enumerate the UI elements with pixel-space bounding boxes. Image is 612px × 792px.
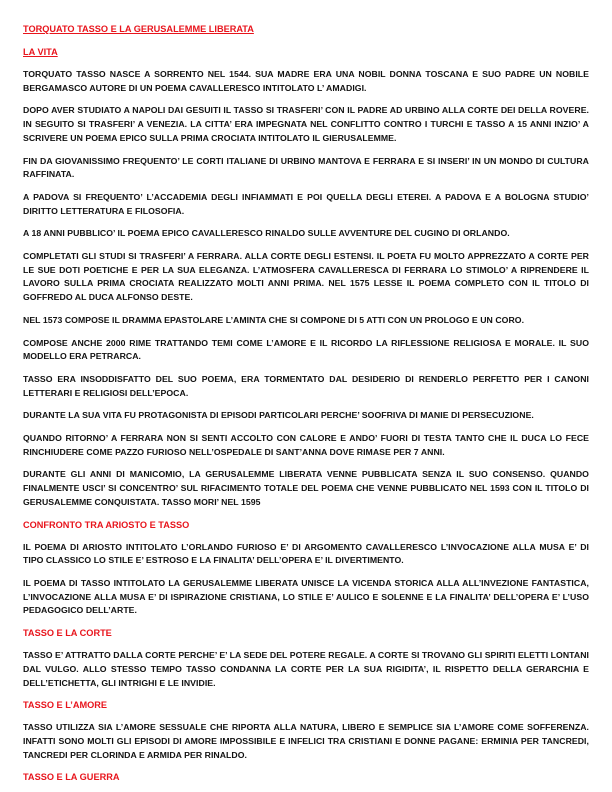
paragraph: IL POEMA DI TASSO INTITOLATO LA GERUSALEMME LIBERATA UNISCE LA VICENDA STORICA ALLA ALL’INVEZIONE FANTASTICA, L’INVOCAZIONE ALLA MUSA E’ DI ISPIRAZIONE CRISTIANA, LO STILE E’ AULICO E SOLENNE E LA FINALITA’ DELL’OPERA E’ L’USO PEDAGOGICO DELL’ARTE. [23,577,589,616]
section-la-vita [23,46,589,510]
section-heading: LA VITA [23,47,58,57]
paragraph: NEL 1573 COMPOSE IL DRAMMA EPASTOLARE L’AMINTA CHE SI COMPONE DI 5 ATTI CON UN PROLOGO E UN CORO. [23,314,525,325]
paragraph: COMPLETATI GLI STUDI SI TRASFERI’ A FERRARA. ALLA CORTE DEGLI ESTENSI. IL POETA FU MOLTO APPREZZATO A CORTE PER LE SUE DOTI POETICHE E PER LA SUA ELEGANZA. L’ATMOSFERA CAVALLERESCA DI FERRARA LO STIMOLO’ A RIPRENDERE IL LAVORO SULLA PRIMA CROCIATA REALIZZATO MOLTI ANNI PRIMA. NEL 1575 LESSE IL POEMA COMPLETO CON IL TITOLO DI GOFFREDO AL DUCA ALFONSO DESTE. [23,251,589,303]
section-tasso-corte [23,627,589,690]
paragraph: TASSO ERA INSODDISFATTO DEL SUO POEMA, ERA TORMENTATO DAL DESIDERIO DI RENDERLO PERFETTO PER I CANONI LETTERARI E RELIGIOSI DELL’EPOCA. [23,373,589,398]
paragraph: DOPO AVER STUDIATO A NAPOLI DAI GESUITI IL TASSO SI TRASFERI’ CON IL PADRE AD URBINO ALLA CORTE DEI DELLA ROVERE. IN SEGUITO SI TRASFERI’ A VENEZIA. LA CITTA’ ERA IMPEGNATA NEL CONFLITTO CONTRO I TURCHI E TASSO A 15 ANNI INZIO’ A SCRIVERE UN POEMA EPICO SULLA PRIMA CROCIATA INTITOLATO IL GIERUSALEMME. [23,105,589,143]
section-heading: TASSO E LA GUERRA [23,772,120,783]
paragraph: A 18 ANNI PUBBLICO’ IL POEMA EPICO CAVALLERESCO RINALDO SULLE AVVENTURE DEL CUGINO DI ORLANDO. [23,228,510,239]
section-heading: TASSO E LA CORTE [23,628,112,639]
section-confronto [23,519,589,619]
paragraph: DURANTE LA SUA VITA FU PROTAGONISTA DI EPISODI PARTICOLARI PERCHE’ SOOFRIVA DI MANIE DI PERSECUZIONE. [23,410,534,421]
paragraph: TASSO E’ ATTRATTO DALLA CORTE PERCHE’ E’ LA SEDE DEL POTERE REGALE. A CORTE SI TROVANO GLI SPIRITI ELETTI LONTANI DAL VULGO. ALLO STESSO TEMPO TASSO CONDANNA LA CORTE PER LA SUA RIGIDITA’, IL RISPETTO DELLA GERARCHIA E DELL’ETICHETTA, GLI INTRIGHI E LE INVIDIE. [23,650,589,688]
paragraph: FIN DA GIOVANISSIMO FREQUENTO’ LE CORTI ITALIANE DI URBINO MANTOVA E FERRARA E SI INSERI’ IN UN MONDO DI CULTURA RAFFINATA. [23,155,589,180]
paragraph: DURANTE GLI ANNI DI MANICOMIO, LA GERUSALEMME LIBERATA VENNE PUBBLICATA SENZA IL SUO CONSENSO. QUANDO FINALMENTE USCI’ SI CONCENTRO’ SUL RIFACIMENTO TOTALE DEL POEMA CHE VENNE PUBBLICATO NEL 1593 CON IL TITOLO DI GERUSALEMME CONQUISTATA. TASSO MORI’ NEL 1595 [23,469,589,507]
paragraph: TORQUATO TASSO NASCE A SORRENTO NEL 1544. SUA MADRE ERA UNA NOBIL DONNA TOSCANA E SUO PADRE UN NOBILE BERGAMASCO AUTORE DI UN POEMA CAVALLERESCO INTITOLATO L’ AMADIGI. [23,69,589,93]
section-heading: TASSO E L’AMORE [23,700,108,711]
paragraph: TASSO UTILIZZA SIA L’AMORE SESSUALE CHE RIPORTA ALLA NATURA, LIBERO E SEMPLICE SIA L’AMORE COME SOFFERENZA. INFATTI SONO MOLTI GLI EPISODI DI AMORE IMPOSSIBILE E INFELICI TRA CRISTIANI E DONNE PAGANE: ERMINIA PER TANCREDI, TANCREDI PER CLORINDA E ARMIDA PER RINALDO. [23,722,589,760]
section-tasso-amore [23,699,589,762]
paragraph: IL POEMA DI ARIOSTO INTITOLATO L’ORLANDO FURIOSO E’ DI ARGOMENTO CAVALLERESCO L’INVOCAZIONE ALLA MUSA E’ DI TIPO CLASSICO LO STILE E’ ESTROSO E LA FINALITA’ DELL’OPERA E’ IL DIVERTIMENTO. [23,541,589,566]
paragraph: COMPOSE ANCHE 2000 RIME TRATTANDO TEMI COME L’AMORE E IL RICORDO LA RIFLESSIONE RELIGIOSA E MORALE. IL SUO MODELLO ERA PETRARCA. [23,337,589,362]
paragraph: QUANDO RITORNO’ A FERRARA NON SI SENTI ACCOLTO CON CALORE E ANDO’ FUORI DI TESTA TANTO CHE IL DUCA LO FECE RINCHIUDERE COME PAZZO FURIOSO NELL’OSPEDALE DI SANT’ANNA DOVE RIMASE PER 7 ANNI. [23,433,589,457]
section-heading: CONFRONTO TRA ARIOSTO E TASSO [23,519,190,530]
paragraph: A PADOVA SI FREQUENTO’ L’ACCADEMIA DEGLI INFIAMMATI E POI QUELLA DEGLI ETEREI. A PADOVA E A BOLOGNA STUDIO’ DIRITTO LETTERATURA E FILOSOFIA. [23,191,589,216]
section-tasso-guerra [23,771,589,783]
document-title: TORQUATO TASSO E LA GERUSALEMME LIBERATA [23,24,254,34]
